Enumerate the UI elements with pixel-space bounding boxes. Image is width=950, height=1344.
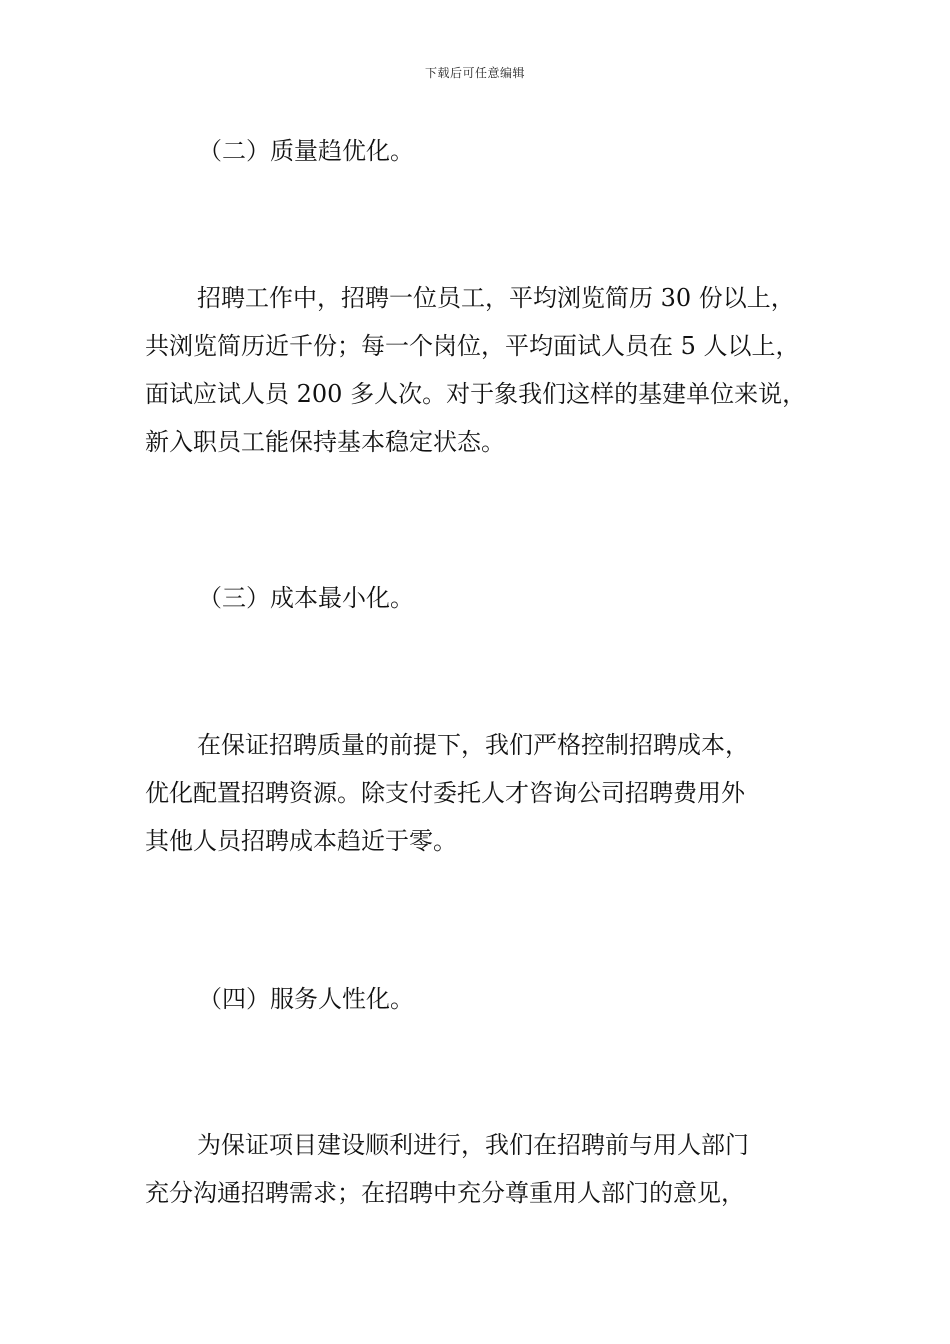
paragraph-line: 优化配置招聘资源。除支付委托人才咨询公司招聘费用外 xyxy=(145,779,745,807)
paragraph-line: 为保证项目建设顺利进行，我们在招聘前与用人部门 xyxy=(197,1131,749,1159)
section-heading-3: （三）成本最小化。 xyxy=(198,584,414,612)
section-heading-4: （四）服务人性化。 xyxy=(198,985,414,1013)
paragraph-line: 充分沟通招聘需求；在招聘中充分尊重用人部门的意见， xyxy=(145,1179,745,1207)
paragraph-line: 招聘工作中，招聘一位员工，平均浏览简历 30 份以上， xyxy=(197,284,795,312)
section-paragraph-4 xyxy=(145,1130,835,1226)
section-heading-2: （二）质量趋优化。 xyxy=(198,137,414,165)
paragraph-line: 在保证招聘质量的前提下，我们严格控制招聘成本， xyxy=(197,731,749,759)
paragraph-line: 其他人员招聘成本趋近于零。 xyxy=(145,827,457,855)
section-paragraph-2 xyxy=(145,283,835,475)
paragraph-line: 新入职员工能保持基本稳定状态。 xyxy=(145,428,505,456)
section-paragraph-3 xyxy=(145,730,835,874)
paragraph-line: 面试应试人员 200 多人次。对于象我们这样的基建单位来说， xyxy=(145,380,807,408)
header-note: 下载后可任意编辑 xyxy=(424,66,525,80)
paragraph-line: 共浏览简历近千份；每一个岗位，平均面试人员在 5 人以上， xyxy=(145,332,800,360)
